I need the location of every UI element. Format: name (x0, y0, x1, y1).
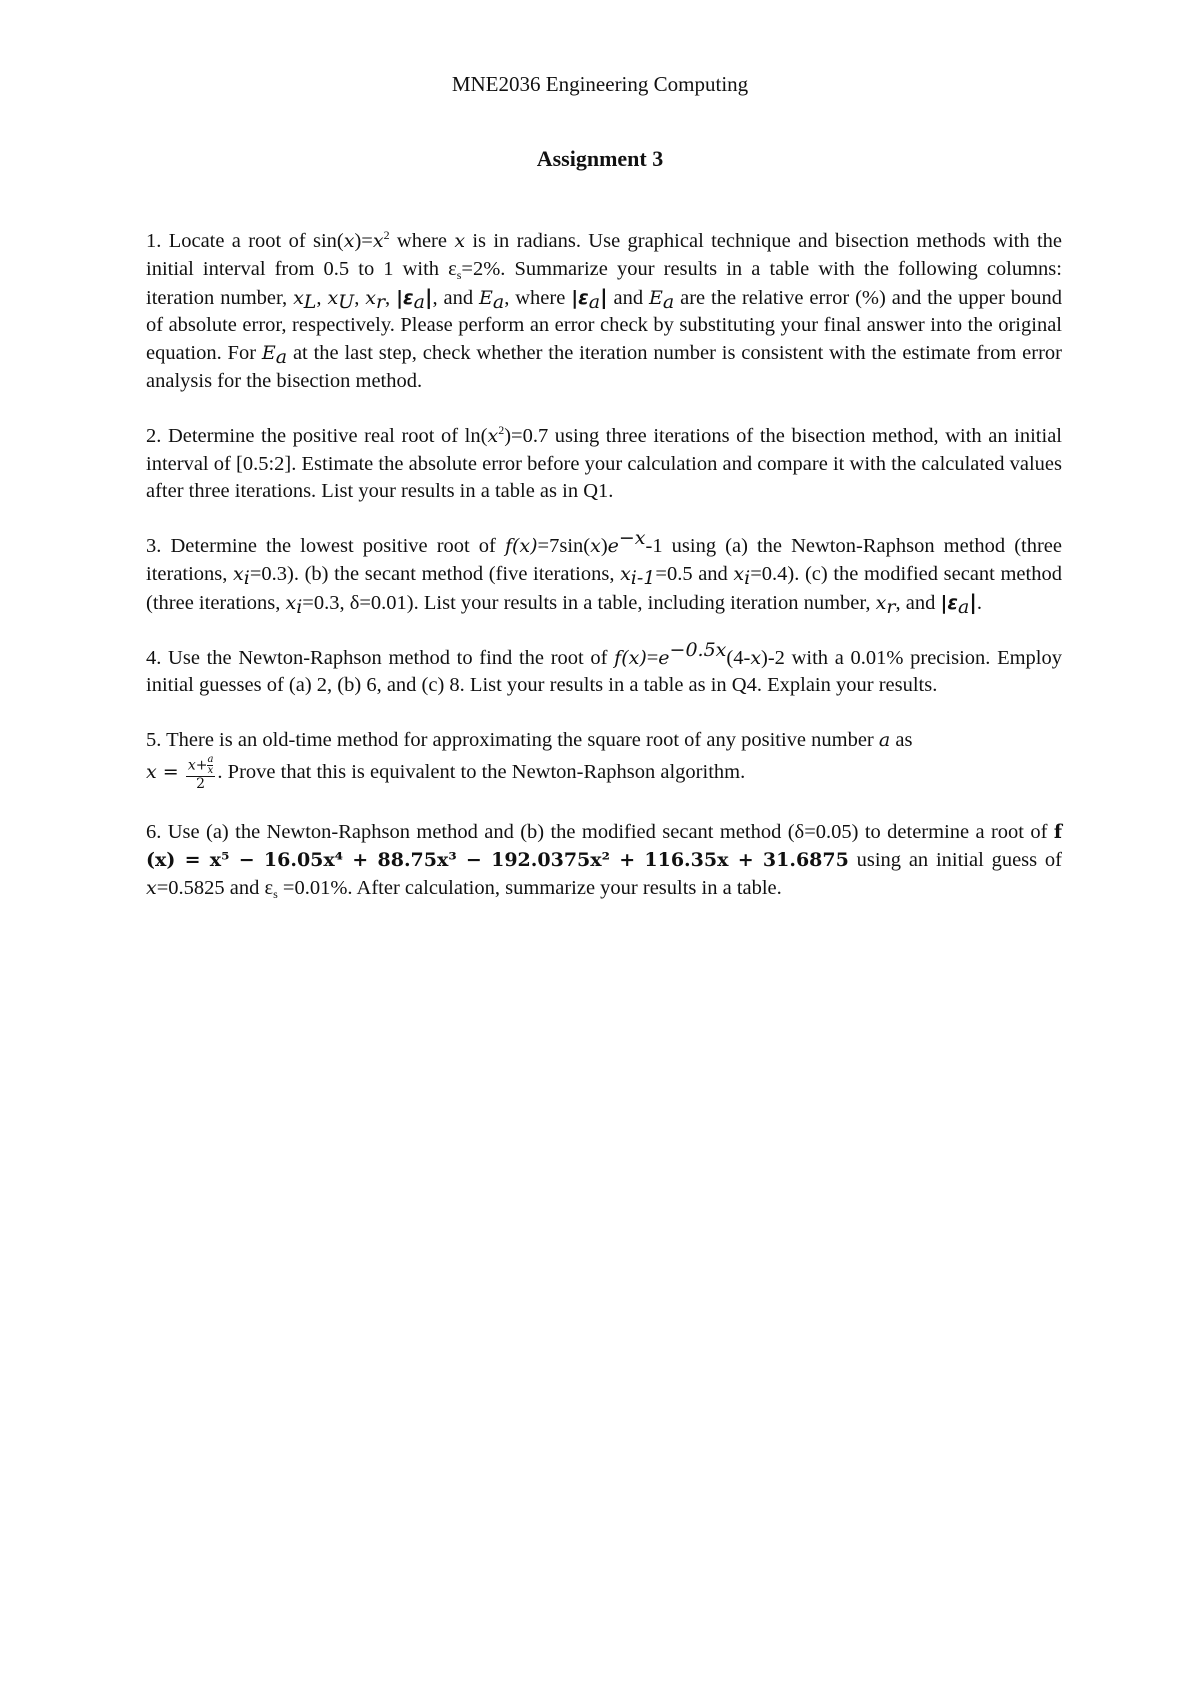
math-equation: x = (146, 761, 179, 784)
math-var: E (478, 286, 493, 309)
q1-text: where (389, 230, 455, 252)
math-var: x (454, 230, 466, 252)
q3-text: =0.3). (b) the secant method (five iterations, (249, 562, 621, 585)
q1-text: , (316, 286, 328, 309)
abs-relative-error: |ε (396, 286, 414, 309)
q4-text: 4. Use the Newton-Raphson method to find the root of (146, 646, 615, 669)
q3-text: =7sin( (537, 535, 591, 558)
question-list (146, 228, 1062, 929)
q5-text: 5. There is an old-time method for approximating the square root of any positive number (146, 729, 879, 752)
exponent: 2 (383, 228, 390, 242)
question-6 (146, 819, 1062, 902)
fraction-numerator (186, 755, 216, 777)
math-var: a (878, 729, 891, 752)
math-var: x (293, 286, 304, 309)
q1-text: are the relative error (%) and the upper bound of absolute error, respectively. Please perform an error check by substituting your final answer into the original equation. For (146, 286, 1063, 365)
question-3 (146, 527, 1062, 618)
inner-numerator: a (207, 753, 214, 765)
fraction-denominator: 2 (196, 775, 206, 792)
q3-text: ) (600, 535, 608, 558)
q3-text: , and (895, 591, 941, 614)
q4-text: )-2 with a 0.01% precision. Employ initial guesses of (a) 2, (b) 6, and (c) 8. List your results in a table as in Q4. Explain your results. (146, 646, 1062, 697)
q6-text: =0.01%. After calculation, summarize your results in a table. (277, 876, 782, 899)
course-header: MNE2036 Engineering Computing (451, 72, 749, 96)
exponent: −0.5x (669, 638, 727, 661)
subscript: i (243, 566, 250, 589)
subscript: i (296, 595, 303, 618)
q6-text: =0.5825 and ε (156, 876, 274, 899)
q1-text: 1. Locate a root of sin( (146, 230, 344, 252)
q4-text: (4- (726, 646, 751, 669)
q3-text: -1 using (a) the Newton-Raphson method (three iterations, (146, 535, 1062, 585)
question-2 (146, 423, 1062, 506)
question-1 (146, 228, 1062, 396)
math-var: x (285, 591, 297, 614)
math-var: E (261, 342, 276, 365)
subscript: U (338, 290, 355, 313)
subscript: a (662, 290, 675, 313)
polynomial-equation: f (x) = x⁵ − 16.05x⁴ + 88.75x³ − 192.0375x² + 116.35x + 31.6875 (146, 820, 1062, 871)
math-var: x (590, 535, 601, 558)
q1-text: is in radians. Use graphical technique and bisection methods with the initial interval from 0.5 to 1 with ε (146, 230, 1062, 280)
abs-bar: | (600, 284, 608, 309)
math-var: x+ (187, 757, 208, 774)
subscript: a (275, 346, 288, 369)
subscript: a (492, 290, 505, 313)
math-var: x (233, 562, 244, 585)
q1-text: =2%. Summarize your results in a table with the following columns: iteration number, (146, 257, 1062, 309)
math-var: e (607, 535, 619, 558)
subscript: r (886, 595, 896, 618)
subscript: i (744, 566, 751, 589)
math-var: x (875, 591, 887, 614)
q1-text: , (385, 286, 397, 309)
q5-text: as (890, 729, 913, 752)
math-var: x (733, 562, 745, 585)
q3-text: =0.5 and (655, 562, 734, 585)
abs-bar: | (969, 589, 977, 614)
math-var: x (146, 876, 157, 899)
q3-text: 3. Determine the lowest positive root of (146, 535, 505, 558)
math-function: f(x) (504, 535, 538, 558)
q1-text: , where (504, 286, 572, 309)
q2-text: 2. Determine the positive real root of ln( (146, 424, 488, 447)
q1-text: , (354, 286, 366, 309)
inner-denominator: x (207, 764, 214, 776)
subscript: s (273, 886, 278, 901)
q3-text: . (976, 591, 982, 614)
q1-text: and (607, 286, 649, 309)
math-var: x (620, 562, 631, 585)
subscript: r (375, 290, 386, 313)
inner-fraction (207, 755, 213, 776)
q6-text: using an initial guess of (848, 848, 1062, 871)
math-var: x (343, 230, 355, 252)
math-function: f(x) (614, 646, 647, 669)
q4-text: = (646, 646, 659, 669)
subscript: i-1 (630, 566, 656, 589)
q6-text: 6. Use (a) the Newton-Raphson method and (b) the modified secant method (δ=0.05) to determine a root of (146, 820, 1054, 843)
math-var: E (648, 286, 663, 309)
math-var: x (487, 424, 499, 447)
subscript: a (413, 290, 425, 313)
math-var: x (327, 286, 339, 309)
abs-relative-error: |ε (571, 286, 589, 309)
q1-text: at the last step, check whether the iteration number is consistent with the estimate from error analysis for the bisection method. (146, 342, 1062, 392)
assignment-title: Assignment 3 (536, 146, 664, 171)
math-var: e (658, 646, 670, 669)
q1-text: , and (432, 286, 479, 309)
fraction (186, 755, 216, 792)
math-var: x (372, 230, 384, 252)
subscript: a (588, 290, 601, 313)
subscript: a (957, 595, 970, 618)
q1-text: )= (354, 230, 373, 252)
math-var: x (750, 646, 762, 669)
subscript: L (303, 290, 317, 313)
abs-relative-error: |ε (940, 591, 958, 614)
q2-text: )=0.7 using three iterations of the bisection method, with an initial interval of [0.5:2]. Estimate the absolute error before your calculation and compare it with the calculated values after three iterations. List your results in a table as in Q1. (146, 424, 1062, 503)
q3-text: =0.3, δ=0.01). List your results in a table, including iteration number, (302, 591, 876, 614)
subscript: s (456, 267, 462, 282)
exponent: 2 (498, 422, 505, 437)
question-4 (146, 638, 1062, 701)
question-5 (146, 727, 1062, 792)
q3-text: =0.4). (c) the modified secant method (three iterations, (146, 562, 1062, 614)
math-var: x (365, 286, 376, 309)
q5-text: . Prove that this is equivalent to the Newton-Raphson algorithm. (217, 761, 746, 784)
abs-bar: | (424, 284, 433, 309)
exponent: −x (618, 527, 646, 550)
